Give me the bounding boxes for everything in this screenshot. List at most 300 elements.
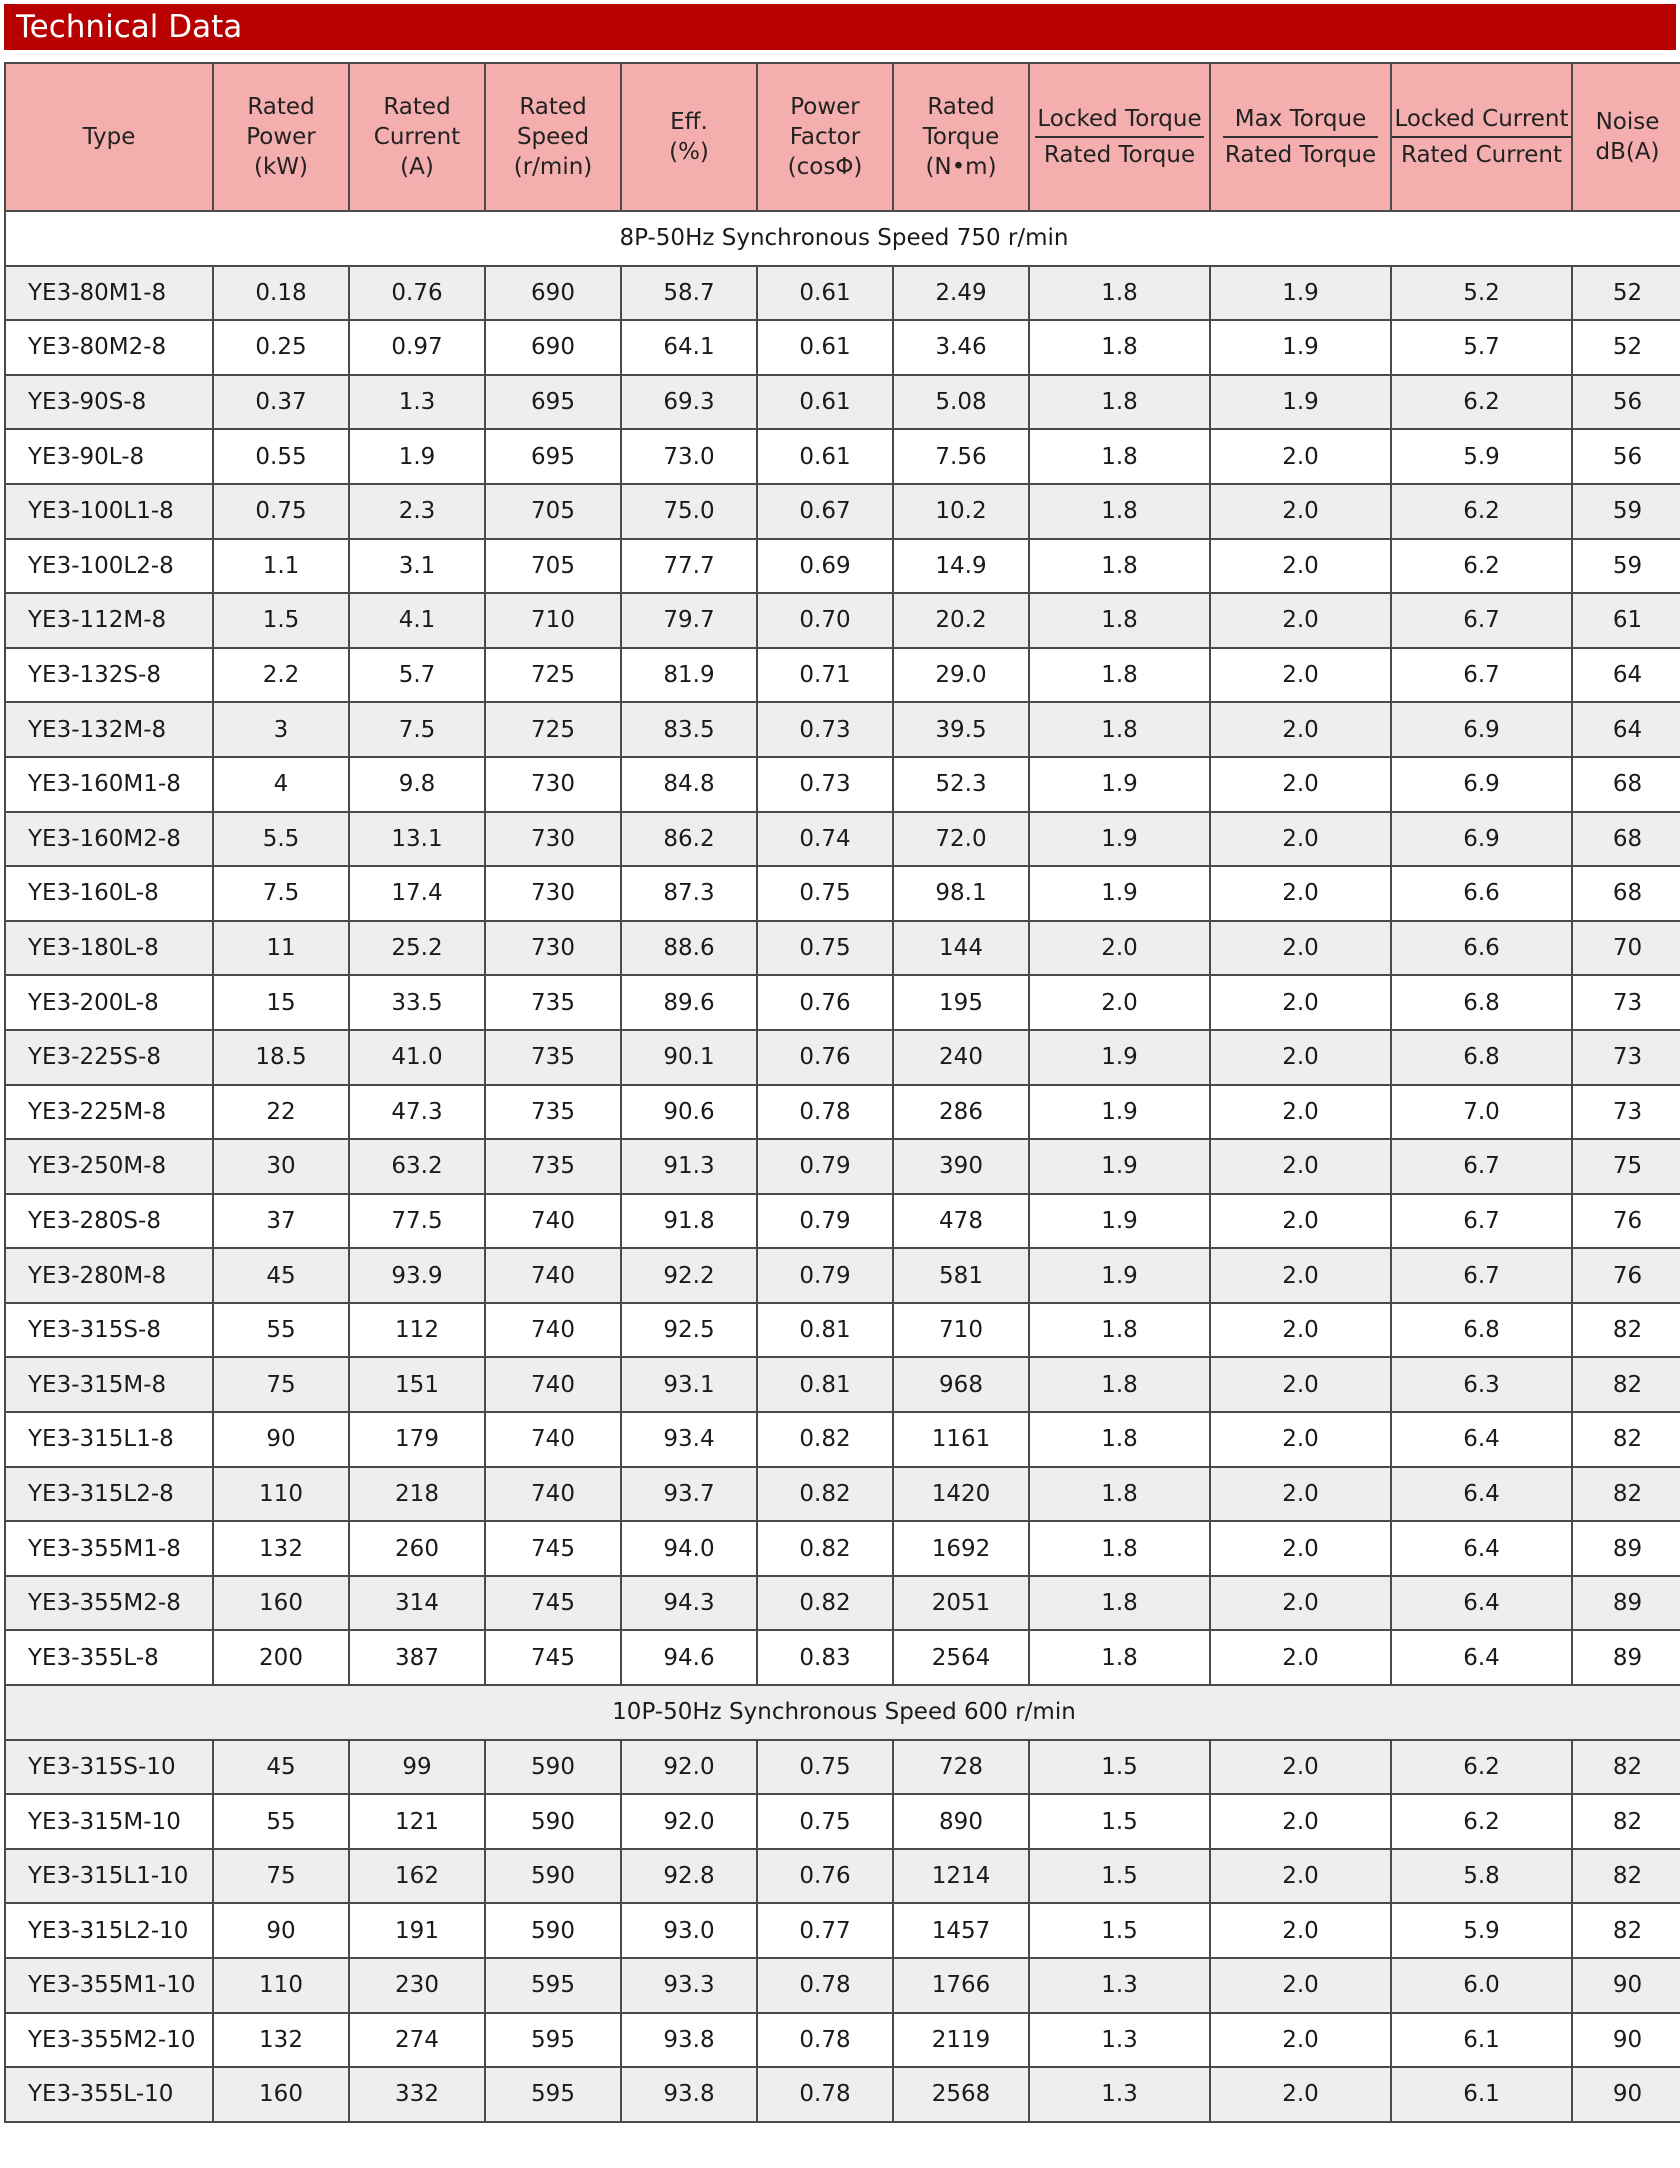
value-cell: 73.0 xyxy=(621,429,757,484)
value-cell: 25.2 xyxy=(349,921,485,976)
value-cell: 2.0 xyxy=(1210,1085,1391,1140)
value-cell: 1.9 xyxy=(1029,866,1210,921)
group-label: 8P-50Hz Synchronous Speed 750 r/min xyxy=(5,211,1680,266)
value-cell: 76 xyxy=(1572,1248,1680,1303)
value-cell: 81.9 xyxy=(621,648,757,703)
value-cell: 56 xyxy=(1572,375,1680,430)
type-cell: YE3-280S-8 xyxy=(5,1194,213,1249)
type-cell: YE3-225S-8 xyxy=(5,1030,213,1085)
value-cell: 2.0 xyxy=(1210,1521,1391,1576)
value-cell: 2.0 xyxy=(1210,593,1391,648)
type-cell: YE3-355L-10 xyxy=(5,2067,213,2122)
value-cell: 132 xyxy=(213,1521,349,1576)
value-cell: 2.0 xyxy=(1210,1139,1391,1194)
type-cell: YE3-250M-8 xyxy=(5,1139,213,1194)
table-row xyxy=(5,266,1680,321)
table-row xyxy=(5,1576,1680,1631)
value-cell: 1.9 xyxy=(1210,266,1391,321)
value-cell: 710 xyxy=(485,593,621,648)
value-cell: 5.8 xyxy=(1391,1849,1572,1904)
value-cell: 52 xyxy=(1572,266,1680,321)
table-row xyxy=(5,1085,1680,1140)
value-cell: 1.8 xyxy=(1029,1576,1210,1631)
value-cell: 1.8 xyxy=(1029,1467,1210,1522)
value-cell: 735 xyxy=(485,975,621,1030)
value-cell: 740 xyxy=(485,1248,621,1303)
type-cell: YE3-225M-8 xyxy=(5,1085,213,1140)
value-cell: 93.9 xyxy=(349,1248,485,1303)
value-cell: 1.5 xyxy=(1029,1903,1210,1958)
value-cell: 1.8 xyxy=(1029,648,1210,703)
value-cell: 2.0 xyxy=(1029,975,1210,1030)
value-cell: 58.7 xyxy=(621,266,757,321)
value-cell: 68 xyxy=(1572,757,1680,812)
group-header-row xyxy=(5,211,1680,266)
value-cell: 1.8 xyxy=(1029,429,1210,484)
value-cell: 2.2 xyxy=(213,648,349,703)
value-cell: 0.78 xyxy=(757,2067,893,2122)
value-cell: 6.9 xyxy=(1391,812,1572,867)
value-cell: 0.61 xyxy=(757,375,893,430)
value-cell: 2.3 xyxy=(349,484,485,539)
value-cell: 151 xyxy=(349,1357,485,1412)
value-cell: 0.69 xyxy=(757,539,893,594)
value-cell: 218 xyxy=(349,1467,485,1522)
value-cell: 0.82 xyxy=(757,1521,893,1576)
value-cell: 2.0 xyxy=(1210,1849,1391,1904)
value-cell: 0.73 xyxy=(757,702,893,757)
value-cell: 11 xyxy=(213,921,349,976)
value-cell: 725 xyxy=(485,648,621,703)
value-cell: 90 xyxy=(1572,2013,1680,2068)
value-cell: 695 xyxy=(485,429,621,484)
value-cell: 90 xyxy=(1572,2067,1680,2122)
value-cell: 90.1 xyxy=(621,1030,757,1085)
type-cell: YE3-355M2-8 xyxy=(5,1576,213,1631)
technical-data-table xyxy=(4,62,1680,2123)
value-cell: 2051 xyxy=(893,1576,1029,1631)
value-cell: 6.9 xyxy=(1391,757,1572,812)
value-cell: 595 xyxy=(485,2067,621,2122)
table-row xyxy=(5,375,1680,430)
value-cell: 728 xyxy=(893,1740,1029,1795)
value-cell: 99 xyxy=(349,1740,485,1795)
value-cell: 5.7 xyxy=(349,648,485,703)
value-cell: 94.3 xyxy=(621,1576,757,1631)
value-cell: 90 xyxy=(213,1903,349,1958)
table-row xyxy=(5,1030,1680,1085)
value-cell: 6.7 xyxy=(1391,1248,1572,1303)
value-cell: 968 xyxy=(893,1357,1029,1412)
value-cell: 160 xyxy=(213,2067,349,2122)
value-cell: 0.67 xyxy=(757,484,893,539)
table-row xyxy=(5,1467,1680,1522)
table-row xyxy=(5,2067,1680,2122)
value-cell: 0.81 xyxy=(757,1303,893,1358)
value-cell: 725 xyxy=(485,702,621,757)
value-cell: 52 xyxy=(1572,320,1680,375)
value-cell: 2568 xyxy=(893,2067,1029,2122)
value-cell: 6.4 xyxy=(1391,1630,1572,1685)
table-row xyxy=(5,812,1680,867)
value-cell: 73 xyxy=(1572,1030,1680,1085)
value-cell: 82 xyxy=(1572,1412,1680,1467)
value-cell: 132 xyxy=(213,2013,349,2068)
value-cell: 64 xyxy=(1572,648,1680,703)
value-cell: 0.77 xyxy=(757,1903,893,1958)
value-cell: 1.9 xyxy=(1029,757,1210,812)
value-cell: 90 xyxy=(213,1412,349,1467)
value-cell: 191 xyxy=(349,1903,485,1958)
value-cell: 93.3 xyxy=(621,1958,757,2013)
value-cell: 98.1 xyxy=(893,866,1029,921)
value-cell: 730 xyxy=(485,866,621,921)
value-cell: 2.0 xyxy=(1210,1467,1391,1522)
value-cell: 1420 xyxy=(893,1467,1029,1522)
value-cell: 5.08 xyxy=(893,375,1029,430)
value-cell: 195 xyxy=(893,975,1029,1030)
value-cell: 890 xyxy=(893,1794,1029,1849)
value-cell: 89.6 xyxy=(621,975,757,1030)
value-cell: 595 xyxy=(485,1958,621,2013)
value-cell: 92.8 xyxy=(621,1849,757,1904)
type-cell: YE3-132S-8 xyxy=(5,648,213,703)
value-cell: 0.75 xyxy=(757,866,893,921)
value-cell: 0.79 xyxy=(757,1194,893,1249)
value-cell: 705 xyxy=(485,539,621,594)
value-cell: 2.0 xyxy=(1210,1412,1391,1467)
table-row xyxy=(5,921,1680,976)
value-cell: 75 xyxy=(213,1849,349,1904)
table-row xyxy=(5,320,1680,375)
value-cell: 5.9 xyxy=(1391,429,1572,484)
value-cell: 0.76 xyxy=(349,266,485,321)
table-row xyxy=(5,975,1680,1030)
type-cell: YE3-90L-8 xyxy=(5,429,213,484)
value-cell: 4 xyxy=(213,757,349,812)
value-cell: 745 xyxy=(485,1630,621,1685)
value-cell: 6.6 xyxy=(1391,866,1572,921)
value-cell: 2564 xyxy=(893,1630,1029,1685)
value-cell: 595 xyxy=(485,2013,621,2068)
type-cell: YE3-315L1-8 xyxy=(5,1412,213,1467)
value-cell: 18.5 xyxy=(213,1030,349,1085)
value-cell: 1.8 xyxy=(1029,484,1210,539)
col-header-type: Type xyxy=(5,63,213,211)
value-cell: 1.3 xyxy=(1029,2013,1210,2068)
type-cell: YE3-180L-8 xyxy=(5,921,213,976)
value-cell: 740 xyxy=(485,1194,621,1249)
type-cell: YE3-80M1-8 xyxy=(5,266,213,321)
header-row xyxy=(5,63,1680,211)
value-cell: 2.0 xyxy=(1210,757,1391,812)
value-cell: 59 xyxy=(1572,539,1680,594)
value-cell: 5.9 xyxy=(1391,1903,1572,1958)
value-cell: 7.56 xyxy=(893,429,1029,484)
value-cell: 1.8 xyxy=(1029,1357,1210,1412)
value-cell: 30 xyxy=(213,1139,349,1194)
value-cell: 72.0 xyxy=(893,812,1029,867)
value-cell: 6.7 xyxy=(1391,1139,1572,1194)
value-cell: 0.78 xyxy=(757,2013,893,2068)
value-cell: 47.3 xyxy=(349,1085,485,1140)
type-cell: YE3-315S-10 xyxy=(5,1740,213,1795)
type-cell: YE3-280M-8 xyxy=(5,1248,213,1303)
col-header-max-torque-ratio: $\frac{\text{Max Torque}}{\text{Rated Torque}}$ xyxy=(1210,63,1391,211)
value-cell: 230 xyxy=(349,1958,485,2013)
value-cell: 13.1 xyxy=(349,812,485,867)
value-cell: 478 xyxy=(893,1194,1029,1249)
table-row xyxy=(5,1357,1680,1412)
value-cell: 0.25 xyxy=(213,320,349,375)
value-cell: 93.8 xyxy=(621,2013,757,2068)
value-cell: 82 xyxy=(1572,1794,1680,1849)
type-cell: YE3-315S-8 xyxy=(5,1303,213,1358)
value-cell: 1.8 xyxy=(1029,375,1210,430)
value-cell: 735 xyxy=(485,1030,621,1085)
value-cell: 1.9 xyxy=(1029,1085,1210,1140)
type-cell: YE3-355M1-10 xyxy=(5,1958,213,2013)
value-cell: 1692 xyxy=(893,1521,1029,1576)
group-header-row xyxy=(5,1685,1680,1740)
value-cell: 6.8 xyxy=(1391,975,1572,1030)
value-cell: 6.8 xyxy=(1391,1030,1572,1085)
value-cell: 6.4 xyxy=(1391,1412,1572,1467)
value-cell: 6.1 xyxy=(1391,2013,1572,2068)
value-cell: 6.2 xyxy=(1391,1740,1572,1795)
value-cell: 590 xyxy=(485,1794,621,1849)
value-cell: 735 xyxy=(485,1139,621,1194)
type-cell: YE3-315L2-8 xyxy=(5,1467,213,1522)
table-row xyxy=(5,1303,1680,1358)
value-cell: 590 xyxy=(485,1903,621,1958)
value-cell: 0.76 xyxy=(757,1849,893,1904)
value-cell: 2.0 xyxy=(1210,1630,1391,1685)
value-cell: 1.5 xyxy=(1029,1740,1210,1795)
table-row xyxy=(5,648,1680,703)
value-cell: 2.0 xyxy=(1210,429,1391,484)
value-cell: 1.5 xyxy=(213,593,349,648)
value-cell: 740 xyxy=(485,1357,621,1412)
value-cell: 0.75 xyxy=(757,921,893,976)
value-cell: 69.3 xyxy=(621,375,757,430)
value-cell: 1.9 xyxy=(1029,1248,1210,1303)
value-cell: 82 xyxy=(1572,1740,1680,1795)
value-cell: 740 xyxy=(485,1303,621,1358)
value-cell: 121 xyxy=(349,1794,485,1849)
value-cell: 7.5 xyxy=(213,866,349,921)
value-cell: 6.2 xyxy=(1391,484,1572,539)
value-cell: 0.78 xyxy=(757,1085,893,1140)
value-cell: 82 xyxy=(1572,1903,1680,1958)
value-cell: 5.2 xyxy=(1391,266,1572,321)
value-cell: 4.1 xyxy=(349,593,485,648)
table-row xyxy=(5,757,1680,812)
value-cell: 52.3 xyxy=(893,757,1029,812)
value-cell: 75 xyxy=(1572,1139,1680,1194)
value-cell: 88.6 xyxy=(621,921,757,976)
value-cell: 1.8 xyxy=(1029,593,1210,648)
value-cell: 1.9 xyxy=(1210,320,1391,375)
value-cell: 1.3 xyxy=(1029,2067,1210,2122)
value-cell: 82 xyxy=(1572,1467,1680,1522)
table-row xyxy=(5,484,1680,539)
value-cell: 387 xyxy=(349,1630,485,1685)
value-cell: 0.82 xyxy=(757,1467,893,1522)
value-cell: 0.82 xyxy=(757,1576,893,1631)
type-cell: YE3-100L1-8 xyxy=(5,484,213,539)
value-cell: 730 xyxy=(485,921,621,976)
value-cell: 94.0 xyxy=(621,1521,757,1576)
table-row xyxy=(5,1740,1680,1795)
value-cell: 0.37 xyxy=(213,375,349,430)
value-cell: 73 xyxy=(1572,975,1680,1030)
value-cell: 1161 xyxy=(893,1412,1029,1467)
value-cell: 200 xyxy=(213,1630,349,1685)
value-cell: 91.3 xyxy=(621,1139,757,1194)
value-cell: 82 xyxy=(1572,1303,1680,1358)
value-cell: 6.2 xyxy=(1391,1794,1572,1849)
col-header-power-factor: Power Factor (cosΦ) xyxy=(757,63,893,211)
type-cell: YE3-160L-8 xyxy=(5,866,213,921)
value-cell: 0.61 xyxy=(757,429,893,484)
value-cell: 86.2 xyxy=(621,812,757,867)
type-cell: YE3-315L2-10 xyxy=(5,1903,213,1958)
value-cell: 2.0 xyxy=(1029,921,1210,976)
value-cell: 6.4 xyxy=(1391,1576,1572,1631)
value-cell: 6.7 xyxy=(1391,648,1572,703)
value-cell: 690 xyxy=(485,266,621,321)
value-cell: 64 xyxy=(1572,702,1680,757)
value-cell: 0.82 xyxy=(757,1412,893,1467)
value-cell: 0.74 xyxy=(757,812,893,867)
type-cell: YE3-315M-10 xyxy=(5,1794,213,1849)
value-cell: 1214 xyxy=(893,1849,1029,1904)
value-cell: 1.3 xyxy=(1029,1958,1210,2013)
value-cell: 45 xyxy=(213,1248,349,1303)
value-cell: 61 xyxy=(1572,593,1680,648)
table-row xyxy=(5,539,1680,594)
value-cell: 1.9 xyxy=(1029,1030,1210,1085)
type-cell: YE3-315M-8 xyxy=(5,1357,213,1412)
table-row xyxy=(5,593,1680,648)
value-cell: 6.8 xyxy=(1391,1303,1572,1358)
value-cell: 0.79 xyxy=(757,1248,893,1303)
value-cell: 0.70 xyxy=(757,593,893,648)
value-cell: 690 xyxy=(485,320,621,375)
value-cell: 6.2 xyxy=(1391,539,1572,594)
value-cell: 1.9 xyxy=(1029,1139,1210,1194)
value-cell: 10.2 xyxy=(893,484,1029,539)
value-cell: 93.1 xyxy=(621,1357,757,1412)
value-cell: 0.83 xyxy=(757,1630,893,1685)
value-cell: 17.4 xyxy=(349,866,485,921)
type-cell: YE3-355M2-10 xyxy=(5,2013,213,2068)
value-cell: 590 xyxy=(485,1740,621,1795)
value-cell: 0.61 xyxy=(757,320,893,375)
value-cell: 68 xyxy=(1572,866,1680,921)
value-cell: 2.0 xyxy=(1210,921,1391,976)
value-cell: 77.5 xyxy=(349,1194,485,1249)
value-cell: 75 xyxy=(213,1357,349,1412)
value-cell: 274 xyxy=(349,2013,485,2068)
value-cell: 110 xyxy=(213,1467,349,1522)
value-cell: 64.1 xyxy=(621,320,757,375)
value-cell: 63.2 xyxy=(349,1139,485,1194)
value-cell: 0.18 xyxy=(213,266,349,321)
value-cell: 45 xyxy=(213,1740,349,1795)
value-cell: 112 xyxy=(349,1303,485,1358)
page-title: Technical Data xyxy=(4,4,1676,50)
value-cell: 0.73 xyxy=(757,757,893,812)
value-cell: 1.8 xyxy=(1029,1303,1210,1358)
value-cell: 179 xyxy=(349,1412,485,1467)
value-cell: 89 xyxy=(1572,1630,1680,1685)
value-cell: 740 xyxy=(485,1467,621,1522)
value-cell: 1.8 xyxy=(1029,1630,1210,1685)
value-cell: 160 xyxy=(213,1576,349,1631)
value-cell: 82 xyxy=(1572,1849,1680,1904)
value-cell: 84.8 xyxy=(621,757,757,812)
value-cell: 2.0 xyxy=(1210,702,1391,757)
group-label: 10P-50Hz Synchronous Speed 600 r/min xyxy=(5,1685,1680,1740)
col-header-rated-torque: Rated Torque (N•m) xyxy=(893,63,1029,211)
value-cell: 59 xyxy=(1572,484,1680,539)
value-cell: 14.9 xyxy=(893,539,1029,594)
col-header-noise: Noise dB(A) xyxy=(1572,63,1680,211)
value-cell: 110 xyxy=(213,1958,349,2013)
value-cell: 390 xyxy=(893,1139,1029,1194)
value-cell: 93.4 xyxy=(621,1412,757,1467)
value-cell: 2.0 xyxy=(1210,2013,1391,2068)
value-cell: 6.1 xyxy=(1391,2067,1572,2122)
col-header-rated-speed: Rated Speed (r/min) xyxy=(485,63,621,211)
value-cell: 37 xyxy=(213,1194,349,1249)
value-cell: 2.0 xyxy=(1210,1194,1391,1249)
value-cell: 20.2 xyxy=(893,593,1029,648)
value-cell: 5.5 xyxy=(213,812,349,867)
value-cell: 68 xyxy=(1572,812,1680,867)
value-cell: 0.76 xyxy=(757,1030,893,1085)
value-cell: 1.8 xyxy=(1029,266,1210,321)
value-cell: 2.0 xyxy=(1210,1794,1391,1849)
value-cell: 2.0 xyxy=(1210,812,1391,867)
value-cell: 76 xyxy=(1572,1194,1680,1249)
value-cell: 91.8 xyxy=(621,1194,757,1249)
value-cell: 735 xyxy=(485,1085,621,1140)
value-cell: 9.8 xyxy=(349,757,485,812)
table-row xyxy=(5,1194,1680,1249)
value-cell: 1.9 xyxy=(1029,812,1210,867)
value-cell: 6.7 xyxy=(1391,1194,1572,1249)
value-cell: 0.79 xyxy=(757,1139,893,1194)
type-cell: YE3-112M-8 xyxy=(5,593,213,648)
table-row xyxy=(5,1849,1680,1904)
value-cell: 6.2 xyxy=(1391,375,1572,430)
value-cell: 2.0 xyxy=(1210,1248,1391,1303)
type-cell: YE3-132M-8 xyxy=(5,702,213,757)
value-cell: 730 xyxy=(485,812,621,867)
value-cell: 83.5 xyxy=(621,702,757,757)
value-cell: 2.0 xyxy=(1210,2067,1391,2122)
value-cell: 3.1 xyxy=(349,539,485,594)
type-cell: YE3-160M2-8 xyxy=(5,812,213,867)
value-cell: 82 xyxy=(1572,1357,1680,1412)
table-row xyxy=(5,1248,1680,1303)
value-cell: 56 xyxy=(1572,429,1680,484)
table-row xyxy=(5,1521,1680,1576)
value-cell: 33.5 xyxy=(349,975,485,1030)
